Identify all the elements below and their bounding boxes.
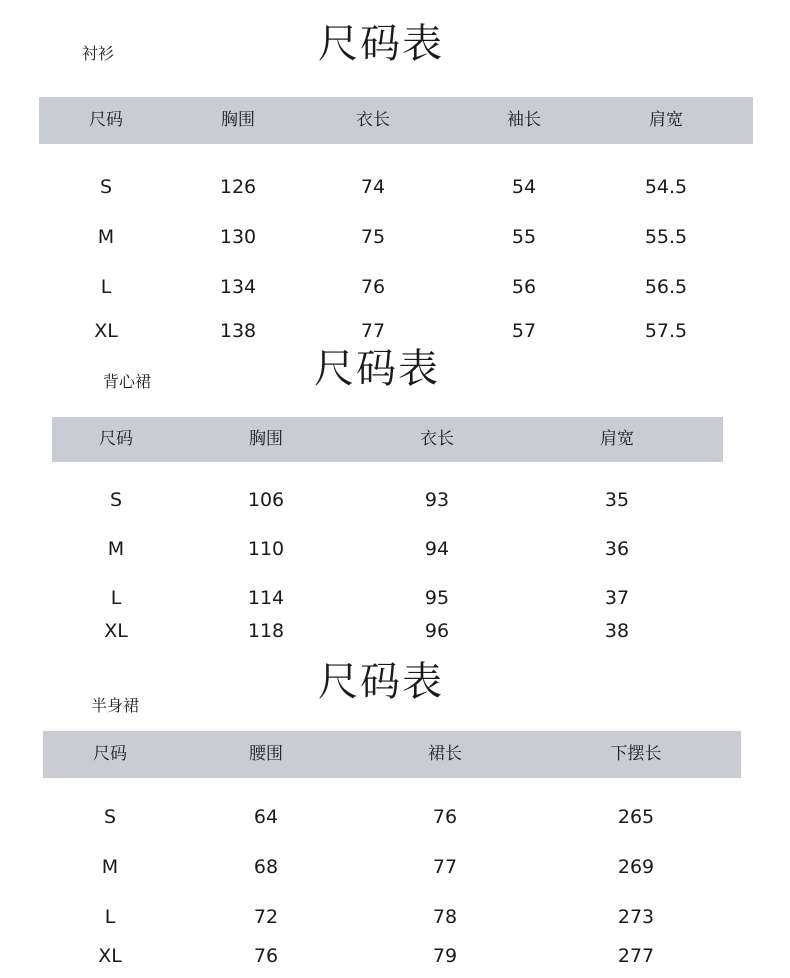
table-cell: 93: [424, 489, 450, 511]
column-header: 肩宽: [649, 110, 683, 130]
page-title: 尺码表: [318, 21, 444, 67]
table-cell: 55.5: [644, 226, 688, 248]
table-cell: 64: [253, 806, 279, 828]
table-cell: XL: [98, 945, 122, 967]
column-header: 尺码: [93, 744, 127, 764]
table-cell: 56: [511, 276, 537, 298]
table-cell: 273: [617, 906, 655, 928]
table-cell: 77: [360, 320, 386, 342]
table-cell: 76: [432, 806, 458, 828]
table-cell: 37: [604, 587, 630, 609]
table-cell: 75: [360, 226, 386, 248]
table-cell: 54: [511, 176, 537, 198]
table-cell: 57: [511, 320, 537, 342]
table-cell: 74: [360, 176, 386, 198]
table-cell: 79: [432, 945, 458, 967]
column-header: 下摆长: [610, 744, 662, 764]
table-cell: 114: [247, 587, 285, 609]
table-cell: 77: [432, 856, 458, 878]
table-header-bar: [39, 97, 753, 144]
table-cell: 118: [247, 620, 285, 642]
category-label-pinafore-dress: 背心裙: [103, 372, 152, 391]
table-cell: 130: [219, 226, 257, 248]
table-cell: M: [101, 856, 119, 878]
table-cell: S: [99, 176, 113, 198]
table-cell: S: [103, 806, 117, 828]
table-cell: 68: [253, 856, 279, 878]
column-header: 尺码: [89, 110, 123, 130]
page-title: 尺码表: [318, 659, 444, 705]
table-cell: 110: [247, 538, 285, 560]
page-title: 尺码表: [314, 346, 440, 392]
column-header: 胸围: [221, 110, 255, 130]
table-cell: 55: [511, 226, 537, 248]
table-cell: 96: [424, 620, 450, 642]
column-header: 腰围: [249, 744, 283, 764]
table-cell: 76: [253, 945, 279, 967]
table-cell: 277: [617, 945, 655, 967]
table-cell: XL: [104, 620, 128, 642]
table-cell: M: [97, 226, 115, 248]
table-cell: 134: [219, 276, 257, 298]
column-header: 袖长: [507, 110, 541, 130]
table-cell: 106: [247, 489, 285, 511]
table-cell: 269: [617, 856, 655, 878]
column-header: 衣长: [420, 429, 454, 449]
table-cell: 54.5: [644, 176, 688, 198]
table-cell: 72: [253, 906, 279, 928]
column-header: 胸围: [249, 429, 283, 449]
column-header: 肩宽: [600, 429, 634, 449]
table-cell: 265: [617, 806, 655, 828]
table-cell: 38: [604, 620, 630, 642]
table-cell: S: [109, 489, 123, 511]
table-cell: M: [107, 538, 125, 560]
table-cell: 95: [424, 587, 450, 609]
table-cell: 138: [219, 320, 257, 342]
table-cell: 56.5: [644, 276, 688, 298]
column-header: 裙长: [428, 744, 462, 764]
table-cell: 76: [360, 276, 386, 298]
table-cell: L: [100, 276, 112, 298]
category-label-skirt: 半身裙: [91, 696, 140, 715]
column-header: 衣长: [356, 110, 390, 130]
table-cell: 36: [604, 538, 630, 560]
table-cell: 126: [219, 176, 257, 198]
table-cell: 78: [432, 906, 458, 928]
table-cell: XL: [94, 320, 118, 342]
table-cell: L: [104, 906, 116, 928]
column-header: 尺码: [99, 429, 133, 449]
table-cell: L: [110, 587, 122, 609]
table-cell: 94: [424, 538, 450, 560]
table-cell: 57.5: [644, 320, 688, 342]
table-cell: 35: [604, 489, 630, 511]
category-label-shirt: 衬衫: [82, 44, 115, 63]
